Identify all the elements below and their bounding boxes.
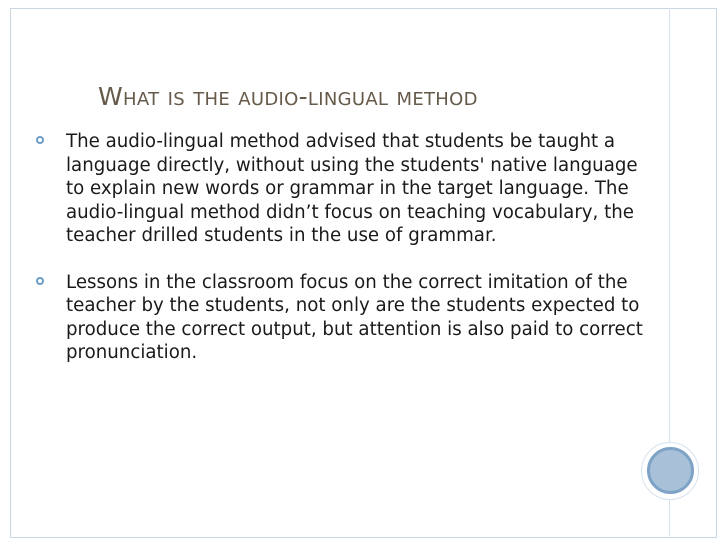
hollow-circle-bullet-icon xyxy=(36,136,44,144)
bullet-item-1 xyxy=(30,130,650,248)
hollow-circle-bullet-icon xyxy=(36,277,44,285)
slide-title: What is the audio-lingual method xyxy=(98,82,478,111)
bullet-item-2 xyxy=(30,271,650,365)
side-line-bottom xyxy=(669,500,670,538)
bullet-text-1: The audio-lingual method advised that students be taught a language directly, without using the students' native language to explain new words or grammar in the target language. The audio-lingual method didn’t focus on teaching vocabulary, the teacher drilled students in the use of grammar. xyxy=(66,131,638,246)
corner-circle-decoration-icon xyxy=(647,447,694,494)
side-line-top xyxy=(669,8,670,442)
bullet-list xyxy=(30,130,650,365)
bullet-text-2: Lessons in the classroom focus on the correct imitation of the teacher by the students, not only are the students expected to produce the correct output, but attention is also paid to correct pronunciation. xyxy=(66,271,643,363)
